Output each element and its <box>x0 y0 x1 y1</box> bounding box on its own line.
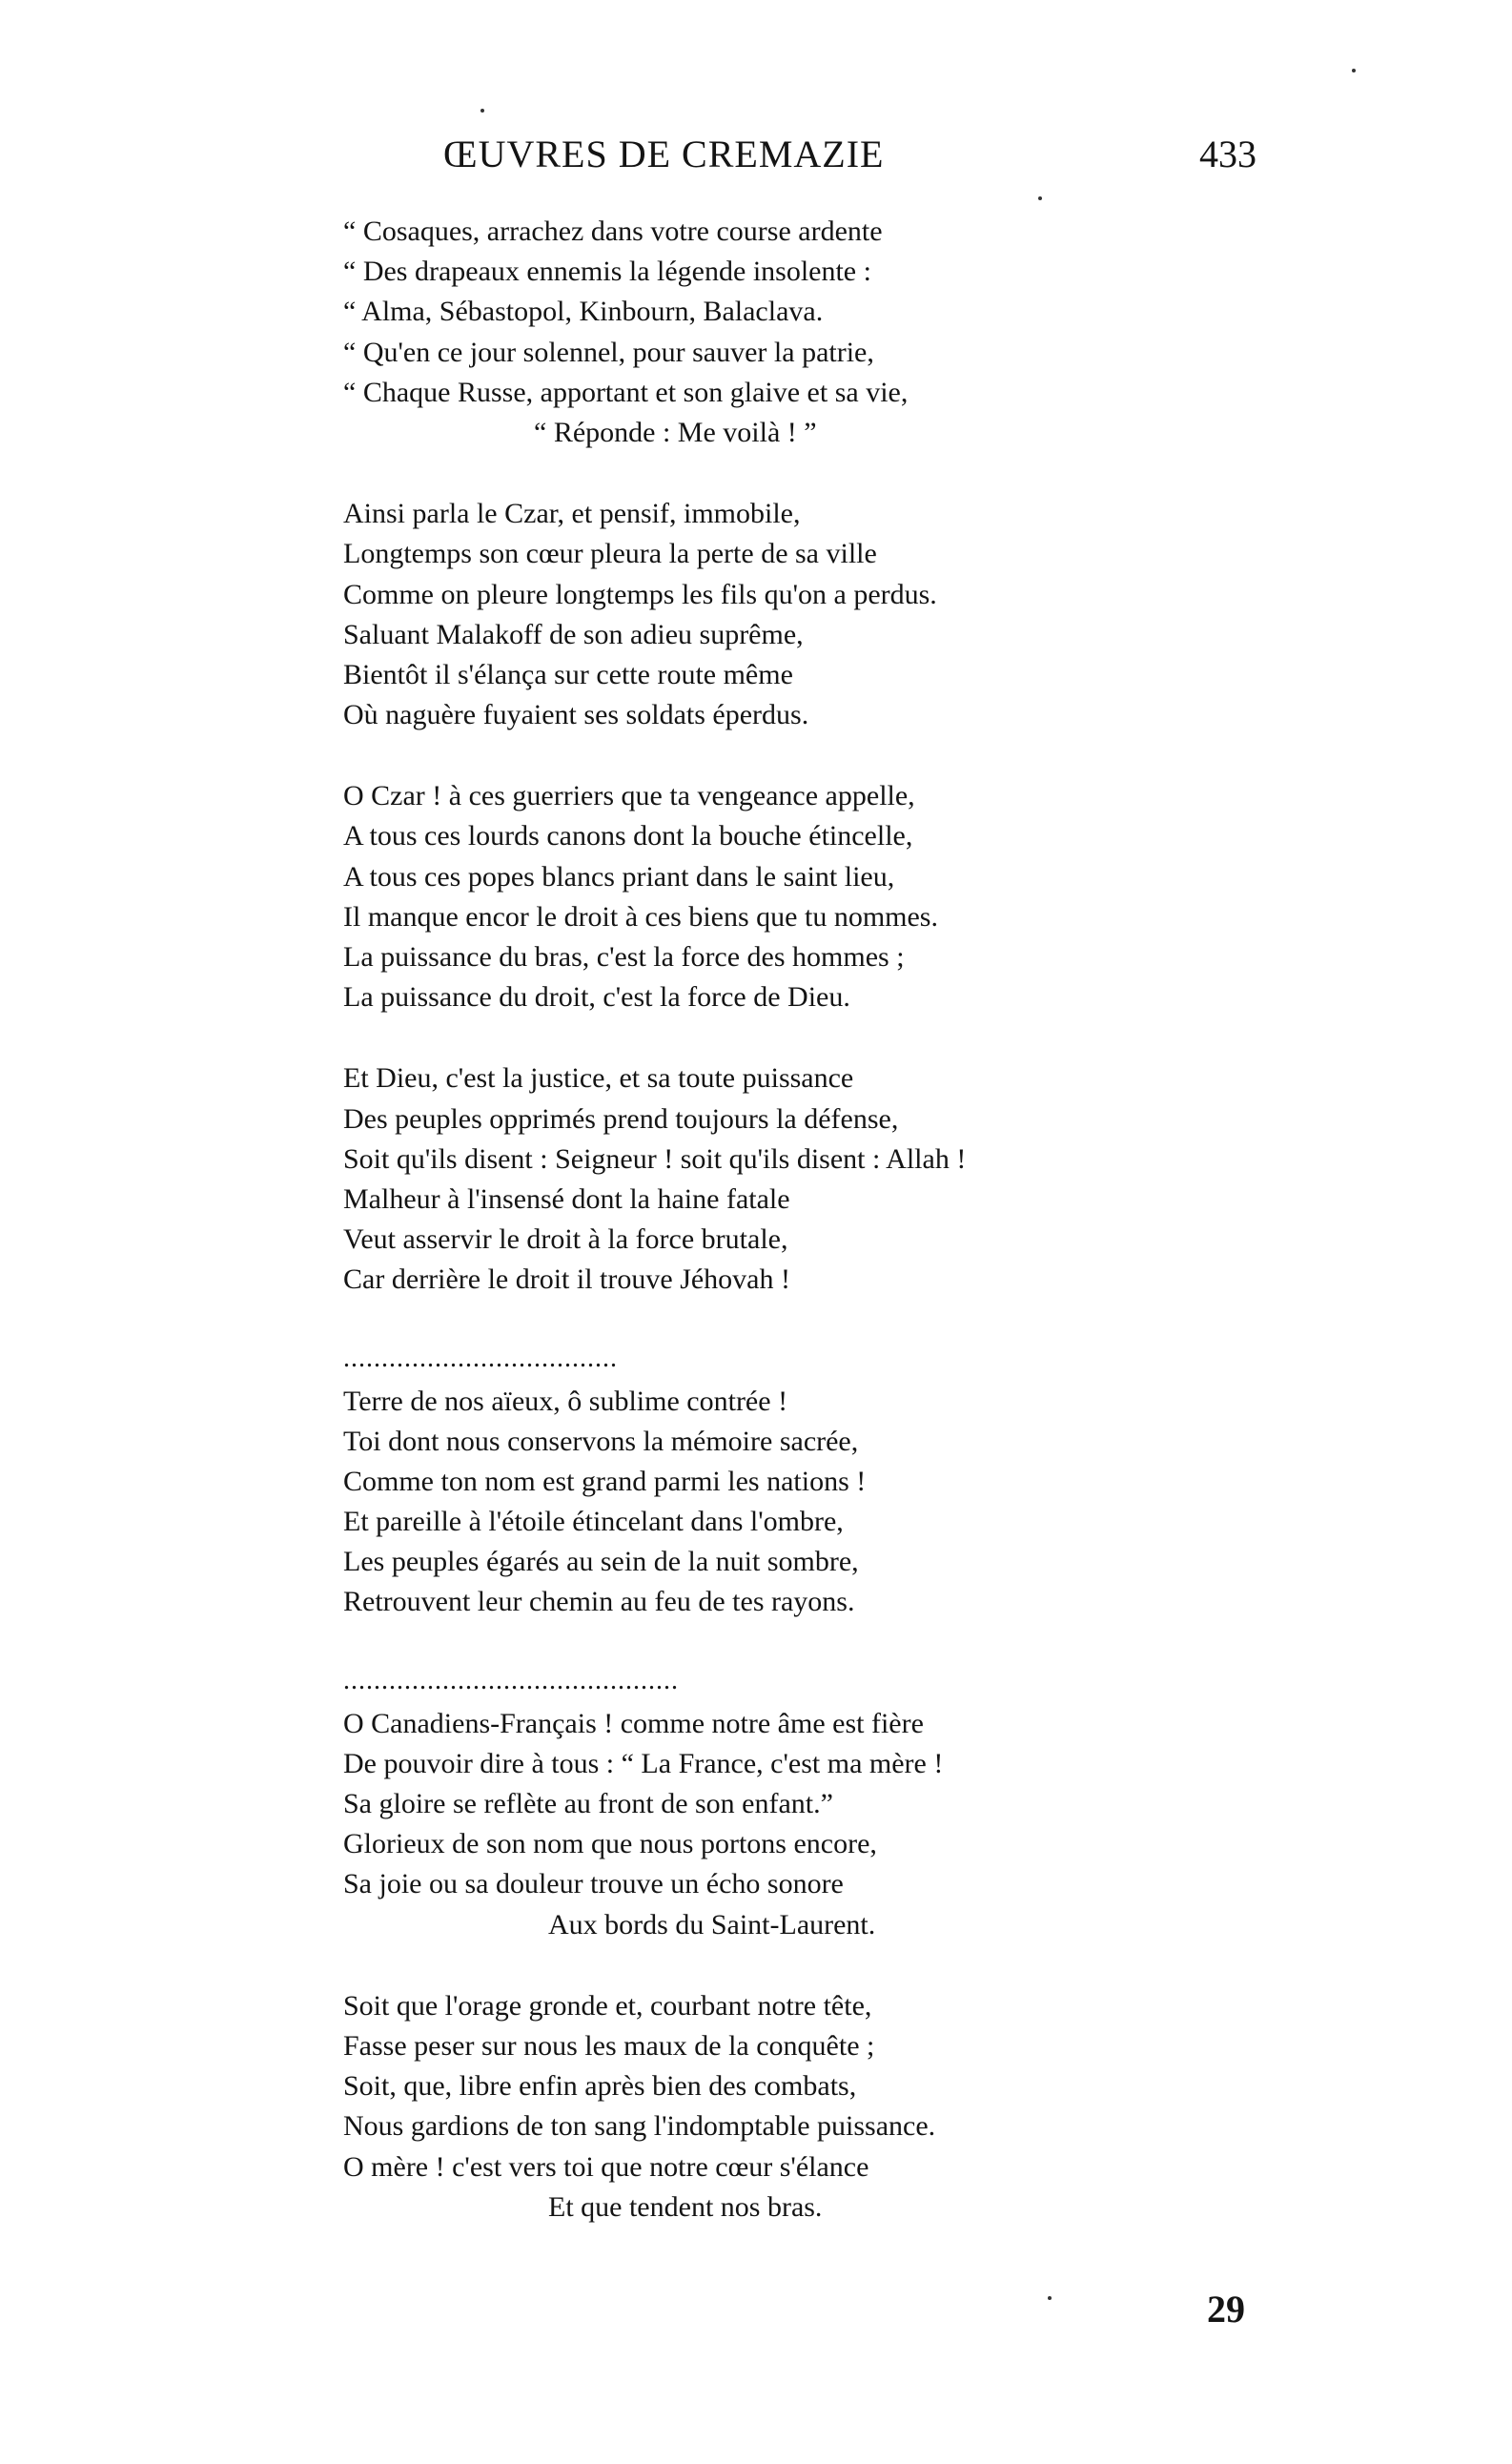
ink-speck <box>1038 196 1042 200</box>
poem-line: Aux bords du Saint-Laurent. <box>548 1908 876 1940</box>
stanza-4 <box>343 1058 1468 1300</box>
stanza-7 <box>343 1986 1468 2228</box>
ink-speck <box>1048 2296 1052 2300</box>
poem-line: Ainsi parla le Czar, et pensif, immobile, <box>343 498 801 530</box>
ellipsis-row: ............................................ <box>343 1665 679 1695</box>
poem-line: “ Qu'en ce jour solennel, pour sauver la patrie, <box>343 336 874 368</box>
poem-line: Saluant Malakoff de son adieu suprême, <box>343 618 804 650</box>
poem-line: Terre de nos aïeux, ô sublime contrée ! <box>343 1385 788 1417</box>
poem-line: La puissance du droit, c'est la force de Dieu. <box>343 981 850 1014</box>
poem-line: Comme on pleure longtemps les fils qu'on a perdus. <box>343 578 937 610</box>
poem-line: Retrouvent leur chemin au feu de tes rayons. <box>343 1586 855 1618</box>
poem-text <box>343 212 1468 2269</box>
poem-line: Et pareille à l'étoile étincelant dans l'ombre, <box>343 1506 844 1538</box>
poem-line: Soit que l'orage gronde et, courbant notre tête, <box>343 1989 872 2022</box>
ellipsis-row: .................................... <box>343 1343 618 1373</box>
poem-line: Nous gardions de ton sang l'indomptable puissance. <box>343 2110 936 2143</box>
poem-line: Les peuples égarés au sein de la nuit sombre, <box>343 1546 859 1578</box>
ink-speck <box>480 109 484 113</box>
poem-line: Et Dieu, c'est la justice, et sa toute puissance <box>343 1062 854 1095</box>
poem-line: Où naguère fuyaient ses soldats éperdus. <box>343 699 809 731</box>
poem-line: “ Alma, Sébastopol, Kinbourn, Balaclava. <box>343 296 824 328</box>
poem-line: Car derrière le droit il trouve Jéhovah ! <box>343 1263 790 1296</box>
poem-line: Sa joie ou sa douleur trouve un écho sonore <box>343 1868 844 1900</box>
poem-line: “ Chaque Russe, apportant et son glaive et sa vie, <box>343 376 909 408</box>
poem-line: Il manque encor le droit à ces biens que tu nommes. <box>343 900 938 933</box>
stanza-2 <box>343 494 1468 735</box>
poem-line: Longtemps son cœur pleura la perte de sa ville <box>343 538 877 570</box>
poem-line: Glorieux de son nom que nous portons encore, <box>343 1828 877 1860</box>
poem-line: Soit qu'ils disent : Seigneur ! soit qu'ils disent : Allah ! <box>343 1142 967 1175</box>
poem-line: Malheur à l'insensé dont la haine fatale <box>343 1182 790 1215</box>
poem-line: Veut asservir le droit à la force brutale, <box>343 1223 788 1256</box>
poem-line: O Czar ! à ces guerriers que ta vengeance appelle, <box>343 780 915 812</box>
poem-line: Et que tendent nos bras. <box>548 2190 823 2223</box>
poem-line: Soit, que, libre enfin après bien des combats, <box>343 2070 857 2103</box>
poem-line: La puissance du bras, c'est la force des hommes ; <box>343 941 905 973</box>
stanza-1 <box>343 212 1468 453</box>
stanza-6 <box>343 1664 1468 1945</box>
poem-line: A tous ces popes blancs priant dans le saint lieu, <box>343 860 895 893</box>
poem-line: Toi dont nous conservons la mémoire sacrée, <box>343 1425 859 1457</box>
poem-line: Comme ton nom est grand parmi les nations ! <box>343 1465 867 1497</box>
stanza-5 <box>343 1342 1468 1623</box>
poem-line: “ Réponde : Me voilà ! ” <box>534 416 817 448</box>
poem-line: O Canadiens-Français ! comme notre âme est fière <box>343 1707 924 1739</box>
page-number: 433 <box>1199 133 1257 175</box>
ink-speck <box>1352 69 1356 72</box>
poem-line: O mère ! c'est vers toi que notre cœur s'élance <box>343 2150 869 2183</box>
poem-line: Sa gloire se reflète au front de son enfant.” <box>343 1788 833 1819</box>
poem-line: “ Cosaques, arrachez dans votre course ardente <box>343 216 883 247</box>
poem-line: De pouvoir dire à tous : “ La France, c'est ma mère ! <box>343 1747 944 1779</box>
poem-line: “ Des drapeaux ennemis la légende insolente : <box>343 256 871 288</box>
poem-line: Des peuples opprimés prend toujours la défense, <box>343 1102 899 1135</box>
poem-line: Fasse peser sur nous les maux de la conquête ; <box>343 2029 875 2062</box>
stanza-3 <box>343 776 1468 1017</box>
poem-line: A tous ces lourds canons dont la bouche étincelle, <box>343 820 913 852</box>
poem-line: Bientôt il s'élança sur cette route même <box>343 658 793 690</box>
running-head: ŒUVRES DE CREMAZIE <box>443 133 885 175</box>
signature-mark: 29 <box>1207 2288 1245 2331</box>
